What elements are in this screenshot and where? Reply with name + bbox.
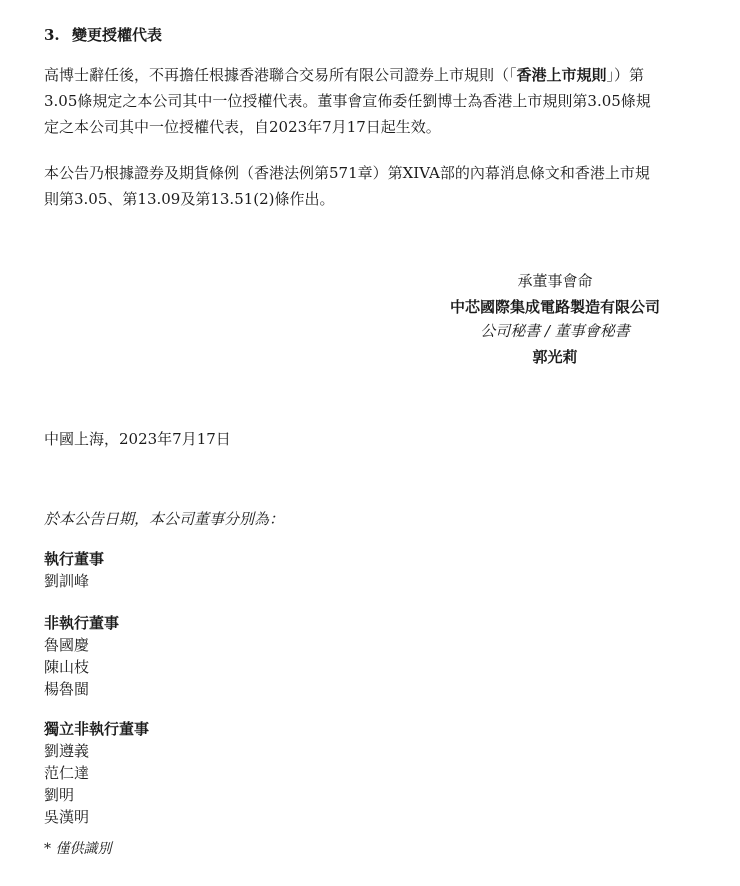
paragraph-line xyxy=(44,62,704,88)
footnote: * 僅供識別 xyxy=(44,841,112,857)
defined-term: 香港上市規則 xyxy=(516,66,607,84)
by-order-of-board: 承董事會命 xyxy=(517,272,593,290)
director-name: 劉遵義 xyxy=(44,742,90,760)
section-title: 變更授權代表 xyxy=(72,26,163,44)
paragraph-authorized-representative xyxy=(44,62,704,140)
executive-directors-title: 執行董事 xyxy=(44,550,105,568)
section-heading xyxy=(44,24,162,45)
text-segment: 」）第 xyxy=(606,66,645,84)
director-name: 楊魯閩 xyxy=(44,680,90,698)
paragraph-line: 則第3.05、第13.09及第13.51(2)條作出。 xyxy=(44,190,335,208)
non-executive-directors-title: 非執行董事 xyxy=(44,614,120,632)
text-segment: 高博士辭任後，不再擔任根據香港聯合交易所有限公司證券上市規則（「 xyxy=(44,66,517,84)
place-date: 中國上海，2023年7月17日 xyxy=(44,430,231,448)
paragraph-line: 定之本公司其中一位授權代表，自2023年7月17日起生效。 xyxy=(44,118,441,136)
section-number: 3. xyxy=(44,26,60,44)
independent-directors-title: 獨立非執行董事 xyxy=(44,720,150,738)
director-name: 劉明 xyxy=(44,786,75,804)
director-name: 范仁達 xyxy=(44,764,90,782)
company-name: 中芯國際集成電路製造有限公司 xyxy=(449,298,660,316)
director-name: 劉訓峰 xyxy=(44,572,90,590)
director-name: 陳山枝 xyxy=(44,658,90,676)
paragraph-legal-basis xyxy=(44,160,704,212)
signatory-name: 郭光莉 xyxy=(532,348,578,366)
paragraph-line: 3.05條規定之本公司其中一位授權代表。董事會宣佈委任劉博士為香港上市規則第3.05條規 xyxy=(44,92,651,110)
paragraph-line: 本公告乃根據證券及期貨條例（香港法例第571章）第XIVA部的內幕消息條文和香港上市規 xyxy=(44,164,650,182)
signatory-title: 公司秘書 / 董事會秘書 xyxy=(480,322,630,340)
directors-intro: 於本公告日期，本公司董事分別為： xyxy=(44,510,285,528)
director-name: 吳漢明 xyxy=(44,808,90,826)
director-name: 魯國慶 xyxy=(44,636,90,654)
